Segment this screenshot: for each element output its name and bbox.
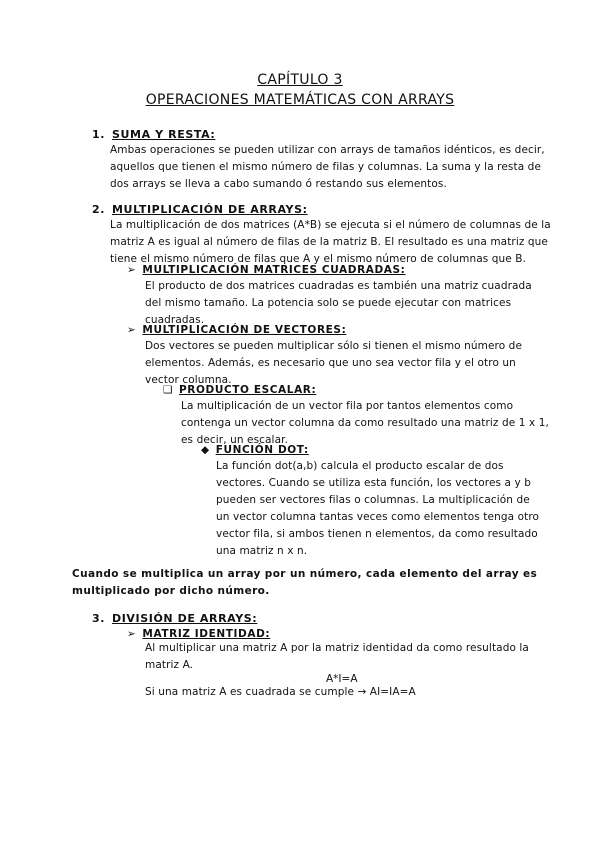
section-2-line-1: La multiplicación de dos matrices (A*B) se ejecuta si el número de columnas de la — [110, 219, 551, 231]
scalar-line-2: contenga un vector columna da como resultado una matriz de 1 x 1, — [181, 417, 549, 429]
section-1-body — [110, 142, 580, 193]
section-2-heading — [92, 203, 308, 216]
scalar-line-1: La multiplicación de un vector fila por tantos elementos como — [181, 400, 514, 412]
sub-vectors-body — [145, 338, 565, 389]
chapter-title: OPERACIONES MATEMÁTICAS CON ARRAYS — [145, 92, 455, 108]
arrow-bullet-icon: ➢ — [127, 264, 137, 276]
sub-identity-matrix-heading — [127, 628, 270, 640]
section-1-line-1: Ambas operaciones se pueden utilizar con arrays de tamaños idénticos, es decir, — [110, 144, 545, 156]
section-2-line-2: matriz A es igual al número de filas de la matriz B. El resultado es una matriz que — [110, 236, 548, 248]
square-line-2: del mismo tamaño. La potencia solo se puede ejecutar con matrices — [145, 297, 512, 309]
sub-identity-matrix-body — [145, 640, 565, 674]
dot-line-2: vectores. Cuando se utiliza esta función, los vectores a y b — [216, 477, 532, 489]
dot-line-4: un vector columna tantas veces como elementos tenga otro — [216, 511, 540, 523]
sub-dot-function-body — [216, 458, 546, 560]
sub-dot-function-title: FUNCIÓN DOT: — [215, 444, 309, 456]
sub-vectors-heading — [127, 324, 346, 336]
diamond-bullet-icon: ◆ — [201, 444, 210, 456]
identity-formula: A*I=A — [326, 673, 358, 685]
section-1-line-3: dos arrays se lleva a cabo sumando ó restando sus elementos. — [110, 178, 447, 190]
sub-identity-matrix-title: MATRIZ IDENTIDAD: — [142, 628, 271, 640]
vectors-line-1: Dos vectores se pueden multiplicar sólo si tienen el mismo número de — [145, 340, 523, 352]
sub-scalar-product-heading — [163, 384, 316, 396]
section-2-number: 2. — [92, 203, 106, 216]
sub-scalar-product-title: PRODUCTO ESCALAR: — [179, 384, 317, 396]
square-bullet-icon: ❑ — [163, 384, 174, 396]
section-3-number: 3. — [92, 612, 106, 625]
section-2-line-3: tiene el mismo número de filas que A y el mismo número de columnas que B. — [110, 253, 527, 265]
section-1-heading — [92, 128, 215, 141]
sub-square-matrices-title: MULTIPLICACIÓN MATRICES CUADRADAS: — [142, 264, 406, 276]
note-line-2: multiplicado por dicho número. — [72, 585, 270, 597]
square-line-1: El producto de dos matrices cuadradas es también una matriz cuadrada — [145, 280, 532, 292]
chapter-number: CAPÍTULO 3 — [257, 72, 343, 88]
note-line-1: Cuando se multiplica un array por un número, cada elemento del array es — [72, 568, 538, 580]
identity-line-2: matriz A. — [145, 659, 194, 671]
identity-square-rule: Si una matriz A es cuadrada se cumple → AI=IA=A — [145, 686, 416, 698]
arrow-bullet-icon: ➢ — [127, 324, 137, 336]
section-2-body — [110, 217, 590, 268]
section-3-heading — [92, 612, 257, 625]
arrow-bullet-icon: ➢ — [127, 628, 137, 640]
square-line-3: cuadradas. — [145, 314, 205, 326]
dot-line-6: una matriz n x n. — [216, 545, 308, 557]
sub-square-matrices-heading — [127, 264, 406, 276]
section-1-title: SUMA Y RESTA: — [112, 128, 216, 141]
scalar-line-3: es decir, un escalar. — [181, 434, 289, 446]
sub-square-matrices-body — [145, 278, 565, 329]
section-3-title: DIVISIÓN DE ARRAYS: — [112, 612, 258, 625]
dot-line-5: vector fila, si ambos tienen n elementos, da como resultado — [216, 528, 538, 540]
vectors-line-3: vector columna. — [145, 374, 232, 386]
sub-scalar-product-body — [181, 398, 586, 449]
vectors-line-2: elementos. Además, es necesario que uno sea vector fila y el otro un — [145, 357, 516, 369]
section-1-number: 1. — [92, 128, 106, 141]
section-2-title: MULTIPLICACIÓN DE ARRAYS: — [112, 203, 308, 216]
scalar-multiplication-note — [72, 566, 572, 600]
dot-line-3: pueden ser vectores filas o columnas. La multiplicación de — [216, 494, 530, 506]
identity-line-1: Al multiplicar una matriz A por la matriz identidad da como resultado la — [145, 642, 529, 654]
section-1-line-2: aquellos que tienen el mismo número de filas y columnas. La suma y la resta de — [110, 161, 542, 173]
sub-dot-function-heading — [201, 444, 309, 456]
dot-line-1: La función dot(a,b) calcula el producto escalar de dos — [216, 460, 504, 472]
sub-vectors-title: MULTIPLICACIÓN DE VECTORES: — [142, 324, 347, 336]
